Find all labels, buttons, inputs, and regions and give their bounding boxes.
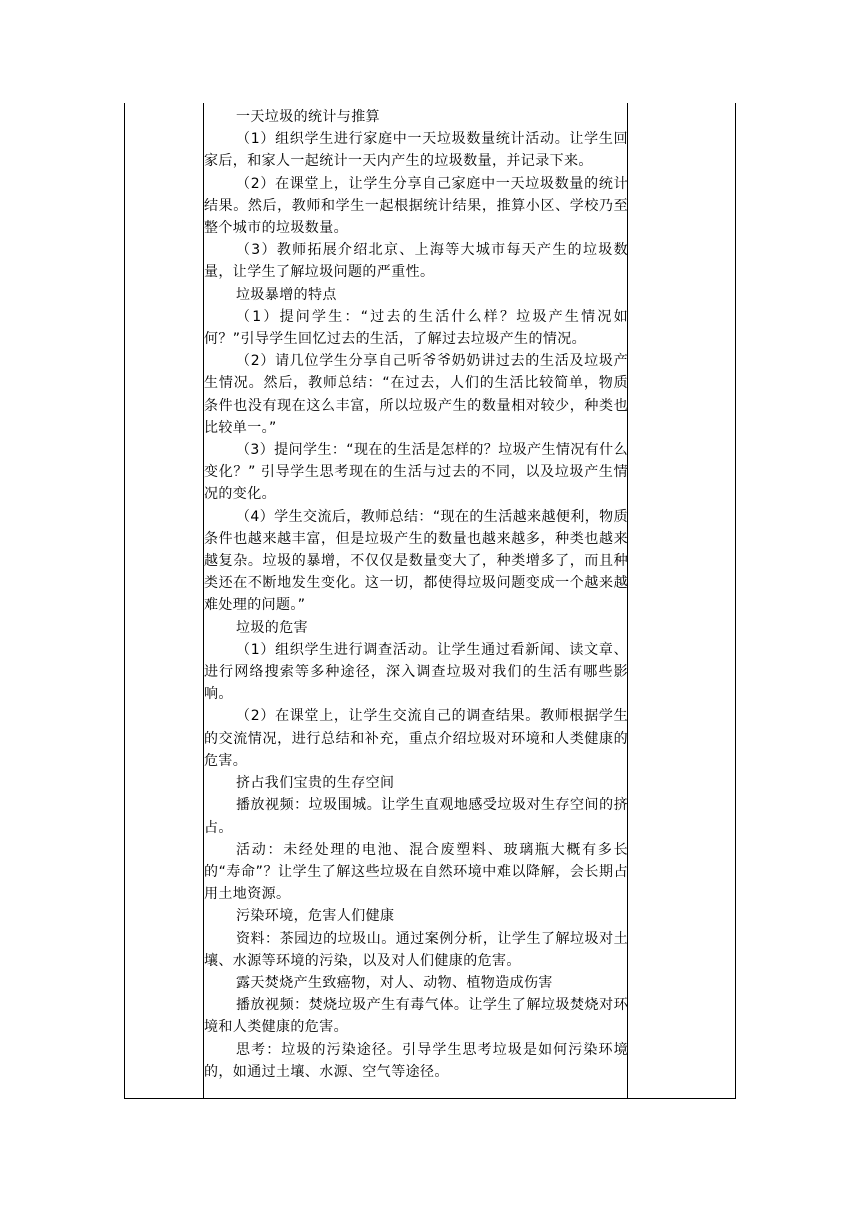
section-heading: 露天焚烧产生致癌物，对人、动物、植物造成伤害 [236, 974, 553, 991]
paragraph: （3）教师拓展介绍北京、上海等大城市每天产生的垃圾数量，让学生了解垃圾问题的严重性。 [204, 242, 628, 281]
paragraph: 播放视频：垃圾围城。让学生直观地感受垃圾对生存空间的挤占。 [204, 797, 628, 836]
section-heading: 垃圾暴增的特点 [236, 286, 337, 303]
paragraph: 活动：未经处理的电池、混合废塑料、玻璃瓶大概有多长的“寿命”？让学生了解这些垃圾在自然环境中难以降解，会长期占用土地资源。 [204, 841, 628, 903]
section-heading: 污染环境，危害人们健康 [236, 908, 395, 925]
paragraph: 思考：垃圾的污染途径。引导学生思考垃圾是如何污染环境的，如通过土壤、水源、空气等途径。 [204, 1041, 628, 1080]
table-border-bottom [124, 1098, 736, 1099]
table-content-cell [204, 106, 628, 1083]
paragraph: （1）组织学生进行调查活动。让学生通过看新闻、读文章、进行网络搜索等多种途径，深入调查垃圾对我们的生活有哪些影响。 [204, 641, 628, 703]
paragraph: 资料：茶园边的垃圾山。通过案例分析，让学生了解垃圾对土壤、水源等环境的污染，以及对人们健康的危害。 [204, 930, 628, 969]
section-heading: 垃圾的危害 [236, 619, 308, 636]
table-border-right [735, 103, 736, 1099]
paragraph: （3）提问学生：“现在的生活是怎样的？垃圾产生情况有什么变化？” 引导学生思考现在的生活与过去的不同，以及垃圾产生情况的变化。 [204, 442, 628, 503]
table-border-left [124, 103, 125, 1099]
section-heading: 一天垃圾的统计与推算 [236, 109, 380, 125]
paragraph: （4）学生交流后，教师总结：“现在的生活越来越便利，物质条件也越来越丰富，但是垃圾产生的数量也越来越多，种类也越来越复杂。垃圾的暴增，不仅仅是数量变大了，种类增多了，而且种类还在不断地发生变化。这一切，都使得垃圾问题变成一个越来越难处理的问题。” [204, 508, 628, 614]
paragraph: （2）请几位学生分享自己听爷爷奶奶讲过去的生活及垃圾产生情况。然后，教师总结：“在过去，人们的生活比较简单，物质条件也没有现在这么丰富，所以垃圾产生的数量相对较少，种类也比较单一。” [204, 353, 628, 436]
paragraph: （2）在课堂上，让学生分享自己家庭中一天垃圾数量的统计结果。然后，教师和学生一起根据统计结果，推算小区、学校乃至整个城市的垃圾数量。 [204, 175, 628, 237]
paragraph: （2）在课堂上，让学生交流自己的调查结果。教师根据学生的交流情况，进行总结和补充，重点介绍垃圾对环境和人类健康的危害。 [204, 708, 628, 769]
paragraph: （1）组织学生进行家庭中一天垃圾数量统计活动。让学生回家后，和家人一起统计一天内产生的垃圾数量，并记录下来。 [204, 131, 628, 170]
section-heading: 挤占我们宝贵的生存空间 [236, 775, 395, 792]
paragraph: 播放视频：焚烧垃圾产生有毒气体。让学生了解垃圾焚烧对环境和人类健康的危害。 [204, 997, 628, 1036]
paragraph: （1）提问学生：“过去的生活什么样？垃圾产生情况如何？”引导学生回忆过去的生活，了解过去垃圾产生的情况。 [204, 308, 628, 348]
